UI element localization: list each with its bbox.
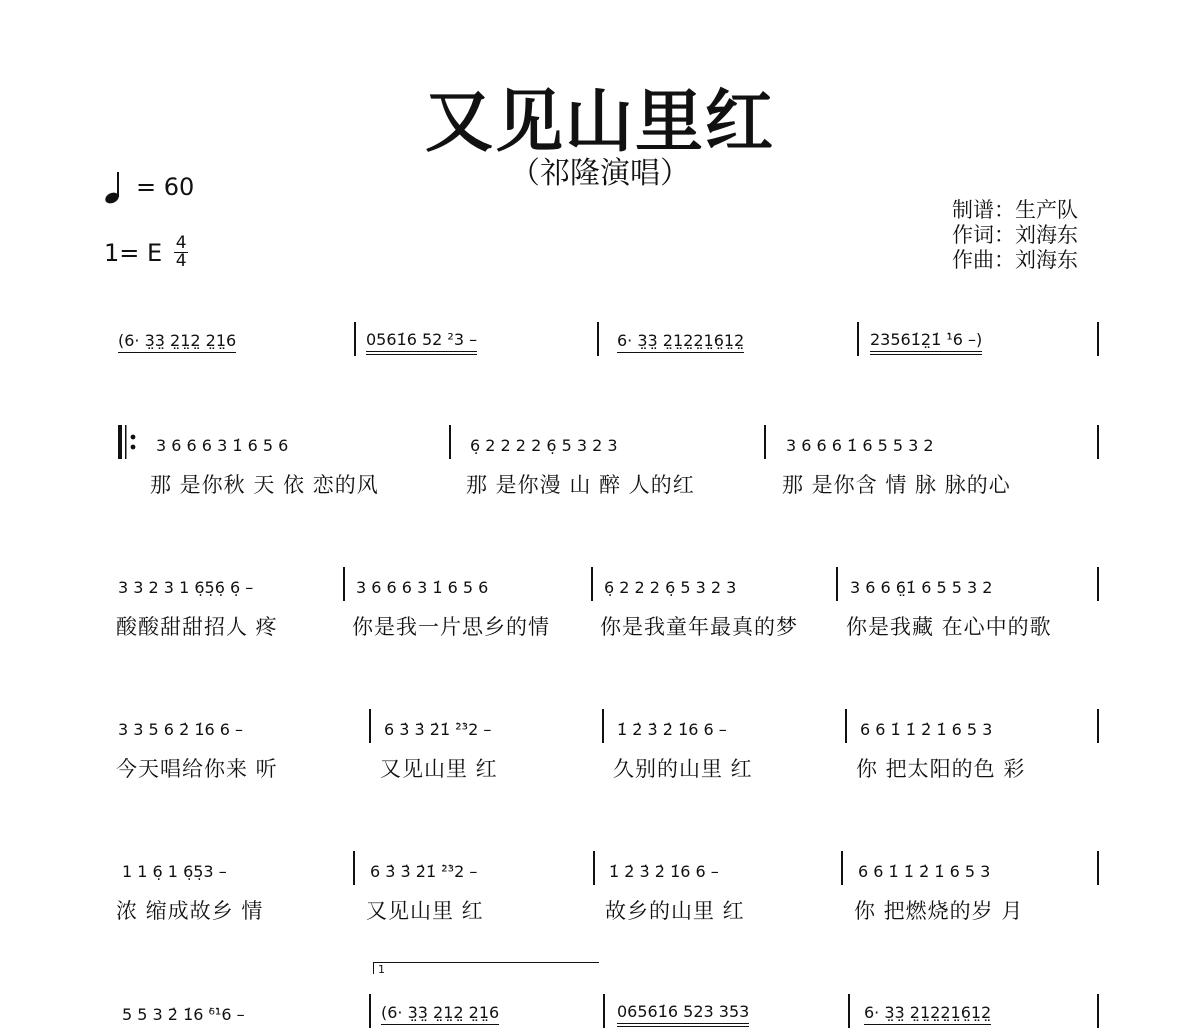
barline	[1097, 994, 1099, 1028]
quarter-note-icon	[104, 170, 122, 204]
measure: 6· 3̤3̤ 2̤1̤2̤2̤1̤6̤1̤2̤	[864, 994, 991, 1034]
credit-music: 作曲：刘海东	[952, 248, 1078, 272]
measure: 3 6 6 6 3 1̇ 6 5 6	[156, 435, 289, 455]
lyric-line: 你是我童年最真的梦	[600, 615, 798, 639]
key-label: 1= E	[104, 238, 163, 267]
barline	[836, 567, 838, 601]
barline	[1097, 709, 1099, 743]
time-bottom: 4	[175, 251, 187, 271]
barline	[1097, 851, 1099, 885]
measure: 6̣ 2 2 2 2 6̣ 5 3 2 3	[470, 435, 618, 455]
measure: 6 6 1̇ 1̇ 2̇ 1̇ 6 5 3	[860, 719, 993, 739]
barline	[1097, 425, 1099, 459]
barline	[603, 994, 605, 1028]
key-signature	[104, 233, 188, 271]
barline	[857, 322, 859, 356]
barline	[354, 322, 356, 356]
lyric-line: 又见山里 红	[366, 899, 484, 923]
lyric-line: 今天唱给你来 听	[116, 757, 278, 781]
lyric-line: 那 是你漫 山 醉 人的红	[466, 473, 695, 497]
tempo-value: = 60	[136, 173, 195, 201]
measure: 6 6 1̇ 1̇ 2̇ 1̇ 6 5 3	[858, 861, 991, 881]
barline	[353, 851, 355, 885]
measure: 6 3̇ 3̇ 2̇1̇ ²̇³̇2 –	[384, 719, 492, 739]
barline	[602, 709, 604, 743]
measure: 6· 3̤3̤ 2̤1̤2̤2̤1̤6̤1̤2̤	[617, 322, 744, 362]
measure: 1̇ 2̇ 3̇ 2̇ 1̇6 6 –	[609, 861, 719, 881]
measure: 3 6 6 6 1̇ 6 5 5 3 2	[786, 435, 934, 455]
measure: 23561̇2̤1̇ ¹̇6 –)	[870, 322, 982, 362]
measure: 5 5 3 2̇ 1̇6 ⁶̇¹̇6 –	[122, 1004, 245, 1024]
lyric-line: 你是我一片思乡的情	[352, 615, 550, 639]
repeat-start-icon	[118, 425, 140, 459]
lyric-line: 久别的山里 红	[613, 757, 753, 781]
volta-bracket	[373, 962, 599, 974]
barline	[848, 994, 850, 1028]
time-signature	[174, 233, 188, 271]
volta-label: 1	[378, 963, 385, 976]
measure: 1̇ 2̇ 3̇ 2̇ 1̇6 6 –	[617, 719, 727, 739]
lyric-line: 你 把燃烧的岁 月	[854, 899, 1024, 923]
measure: 06561̇6 523 353	[617, 994, 749, 1034]
song-subtitle: （祁隆演唱）	[510, 156, 690, 191]
credit-lyrics: 作词：刘海东	[952, 223, 1078, 247]
barline	[449, 425, 451, 459]
barline	[841, 851, 843, 885]
barline	[764, 425, 766, 459]
credits	[952, 198, 1078, 273]
lyric-line: 那 是你含 情 脉 脉的心	[782, 473, 1011, 497]
lyric-line: 又见山里 红	[380, 757, 498, 781]
measure: 6̣ 2 2 2 6̣ 5 3 2 3	[604, 577, 737, 597]
lyric-line: 酸酸甜甜招人 疼	[116, 615, 278, 639]
measure: 6 3̇ 3̇ 2̇1̇ ²̇³̇2 –	[370, 861, 478, 881]
barline	[845, 709, 847, 743]
lyric-line: 故乡的山里 红	[605, 899, 745, 923]
measure: 1 1 6̣ 1 6̣5̣3 –	[122, 861, 227, 881]
barline	[597, 322, 599, 356]
barline	[1097, 322, 1099, 356]
lyric-line: 你是我藏 在心中的歌	[846, 615, 1052, 639]
lyric-line: 浓 缩成故乡 情	[116, 899, 264, 923]
song-title: 又见山里红	[424, 83, 775, 162]
measure: 3 3 2 3 1 6̣5̣6̣ 6̣ –	[118, 577, 254, 597]
barline	[591, 567, 593, 601]
measure: 3 3 5 6 2̇ 1̇6 6 –	[118, 719, 244, 739]
barline	[369, 709, 371, 743]
measure: 3 6 6 6 3 1̇ 6 5 6	[356, 577, 489, 597]
barline	[369, 994, 371, 1028]
barline	[593, 851, 595, 885]
measure: (6· 3̤3̤ 2̤1̤2̤ 2̤1̤6	[118, 322, 236, 362]
tempo-marking	[104, 170, 194, 204]
measure: 0561̇6 52 ²3 –	[366, 322, 477, 362]
measure: 3 6 6 6̤1̇ 6 5 5 3 2	[850, 577, 993, 597]
measure: (6· 3̤3̤ 2̤1̤2̤ 2̤1̤6	[381, 994, 499, 1034]
barline	[1097, 567, 1099, 601]
lyric-line: 你 把太阳的色 彩	[856, 757, 1026, 781]
credit-notation: 制谱：生产队	[952, 198, 1078, 222]
lyric-line: 那 是你秋 天 依 恋的风	[150, 473, 379, 497]
barline	[343, 567, 345, 601]
time-top: 4	[175, 233, 187, 253]
